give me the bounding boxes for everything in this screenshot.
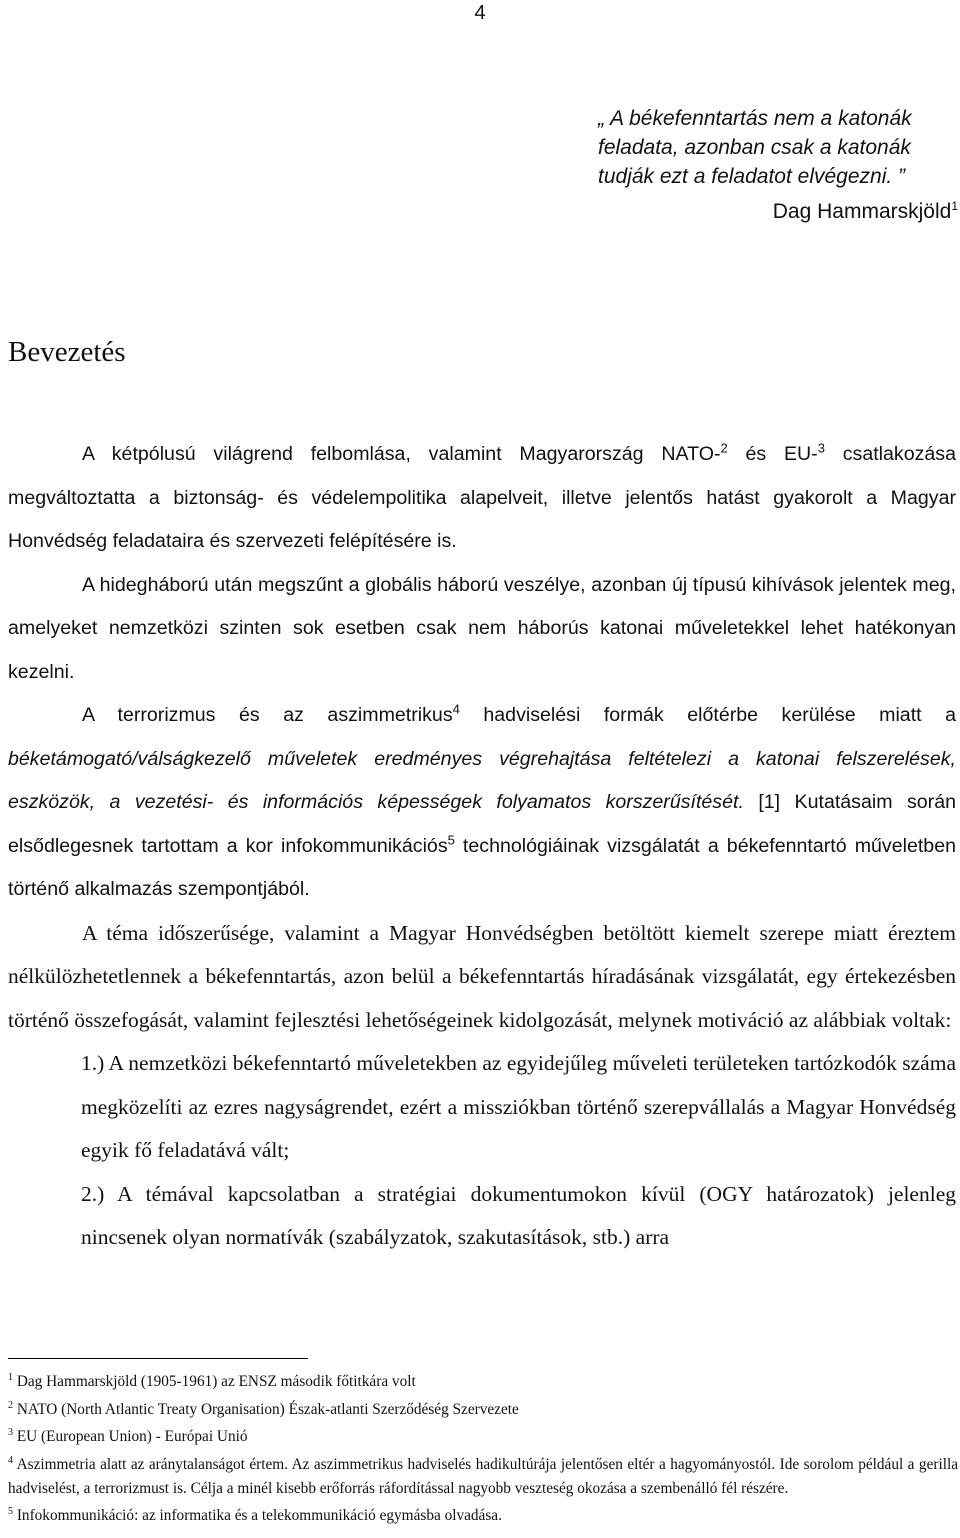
- paragraph-4: A téma időszerűsége, valamint a Magyar Honvédségben betöltött kiemelt szerepe miatt éreztem nélkülözhetetlennek a békefenntartás, azon belül a békefenntartás híradásának vizsgálatát, egy értekezésben történő összefogását, valamint fejlesztési lehetőségeinek kidolgozását, melynek motiváció az alábbiak voltak:: [8, 920, 956, 1032]
- list-item-1: 1.) A nemzetközi békefenntartó műveletekben az egyidejűleg műveleti területeken tartózkodók száma megközelíti az ezres nagyságrendet, ezért a missziókban történő szerepvállalás a Magyar Honvédség egyik fő feladatává vált;: [81, 1051, 956, 1162]
- motto-quote: „ A békefenntartás nem a katonák feladata, azonban csak a katonák tudják ezt a feladatot elvégezni. ”: [598, 107, 912, 188]
- footnote-ref-5[interactable]: 5: [447, 831, 455, 847]
- footnote-2: [8, 1394, 958, 1422]
- footnote-ref-3[interactable]: 3: [817, 440, 825, 456]
- footnote-divider: [8, 1358, 308, 1359]
- paragraph-3-part-d: technológiáinak vizsgálatát a békefenntartó műveletben történő alkalmazás szempontjából.: [8, 834, 956, 900]
- footnote-number: 3: [8, 1427, 13, 1439]
- footnote-text: Dag Hammarskjöld (1905-1961) az ENSZ második főtitkára volt: [13, 1373, 416, 1391]
- paragraph-1-part-c: csatlakozása megváltoztatta a biztonság- és védelempolitika alapelveit, illetve jelentős hatást gyakorolt a Magyar Honvédség feladataira és szervezeti felépítésére is.: [8, 443, 956, 552]
- footnote-number: 2: [8, 1399, 13, 1411]
- footnote-ref-1[interactable]: 1: [951, 199, 958, 213]
- footnote-5: [8, 1500, 958, 1528]
- list-item-2: 2.) A témával kapcsolatban a stratégiai dokumentumokon kívül (OGY határozatok) jelenleg nincsenek olyan normatívák (szabályzatok, szakutasítások, stb.) arra: [81, 1181, 956, 1249]
- footnote-text: NATO (North Atlantic Treaty Organisation) Észak-atlanti Szerződéség Szervezete: [13, 1400, 519, 1418]
- paragraph-3: [8, 694, 956, 912]
- body-text: [8, 433, 956, 1260]
- paragraph-3-part-b: hadviselési formák előtérbe kerülése miatt a: [459, 704, 956, 726]
- footnotes: [8, 1366, 958, 1528]
- motto-author: Dag Hammarskjöld: [772, 200, 952, 223]
- paragraph-2: A hidegháború után megszűnt a globális háború veszélye, azonban új típusú kihívások jelentek meg, amelyeket nemzetközi szinten sok esetben csak nem háborús katonai műveletekkel lehet hatékonyan kezelni.: [8, 573, 956, 683]
- paragraph-1-part-a: A kétpólusú világrend felbomlása, valamint Magyarország NATO-: [82, 443, 721, 465]
- footnote-number: 1: [8, 1372, 13, 1383]
- section-heading: Bevezetés: [8, 336, 126, 368]
- paragraph-1-part-b: és EU-: [727, 443, 818, 465]
- footnote-ref-4[interactable]: 4: [452, 701, 460, 717]
- paragraph-1: [8, 433, 956, 564]
- footnote-1: [8, 1366, 958, 1394]
- footnote-text: Infokommunikáció: az informatika és a telekommunikáció egymásba olvadása.: [13, 1507, 502, 1525]
- page-number: 4: [474, 2, 486, 24]
- paragraph-3-italic: béketámogató/válságkezelő műveletek eredményes végrehajtása feltételezi a katonai felszerelések, eszközök, a vezetési- és információs képességek folyamatos korszerűsítését.: [8, 747, 956, 813]
- footnote-text: Aszimmetria alatt az aránytalanságot értem. Az aszimmetrikus hadviselés hadikultúrája jelentősen eltér a hagyományostól. Ide sorolom például a gerilla hadviselést, a terrorizmust is. Célja a minél kisebb erőforrás ráfordítással nagyobb veszteség okozása a szembenálló fél részére.: [8, 1456, 958, 1497]
- paragraph-3-part-a: A terrorizmus és az aszimmetrikus: [82, 704, 453, 726]
- footnote-3: [8, 1421, 958, 1449]
- motto-attribution: [598, 192, 958, 226]
- paragraph-3-part-c: [1] Kutatásaim során elsődlegesnek tartottam a kor infokommunikációs: [8, 791, 956, 857]
- motto-quote-block: [598, 104, 958, 226]
- footnote-ref-2[interactable]: 2: [720, 440, 728, 456]
- footnote-text: EU (European Union) - Európai Unió: [13, 1428, 248, 1446]
- footnote-number: 4: [8, 1455, 13, 1467]
- footnote-4: [8, 1449, 958, 1500]
- footnote-number: 5: [8, 1506, 13, 1518]
